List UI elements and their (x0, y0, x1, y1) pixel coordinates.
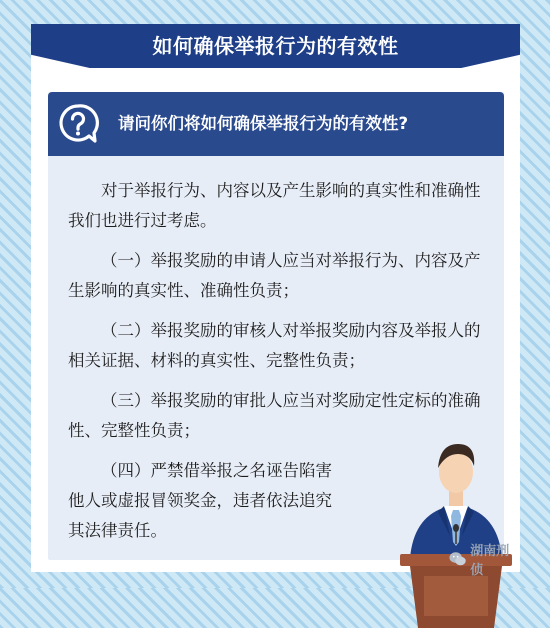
answer-paragraph-1: （一）举报奖励的申请人应当对举报行为、内容及产生影响的真实性、准确性负责； (68, 251, 481, 300)
content-card (31, 24, 520, 578)
answer-paragraph-3: （三）举报奖励的审批人应当对奖励定性定标的准确性、完整性负责； (68, 391, 481, 440)
speaker-at-podium-illustration (396, 426, 516, 628)
answer-paragraph-4: （四）严禁借举报之名诬告陷害他人或虚报冒领奖金，违者依法追究其法律责任。 (68, 461, 332, 540)
question-chat-icon (56, 102, 100, 146)
wechat-icon (449, 551, 466, 567)
question-bar (48, 92, 504, 156)
qa-panel (48, 92, 504, 560)
watermark (449, 544, 520, 578)
question-text: 请问你们将如何确保举报行为的有效性? (118, 114, 409, 133)
answer-paragraph-intro: 对于举报行为、内容以及产生影响的真实性和准确性我们也进行过考虑。 (68, 181, 481, 230)
title-banner (31, 24, 520, 68)
answer-paragraph-2: （二）举报奖励的审核人对举报奖励内容及举报人的相关证据、材料的真实性、完整性负责； (68, 321, 481, 370)
watermark-text: 湖南刑侦 (470, 544, 510, 578)
page-title: 如何确保举报行为的有效性 (152, 34, 399, 58)
